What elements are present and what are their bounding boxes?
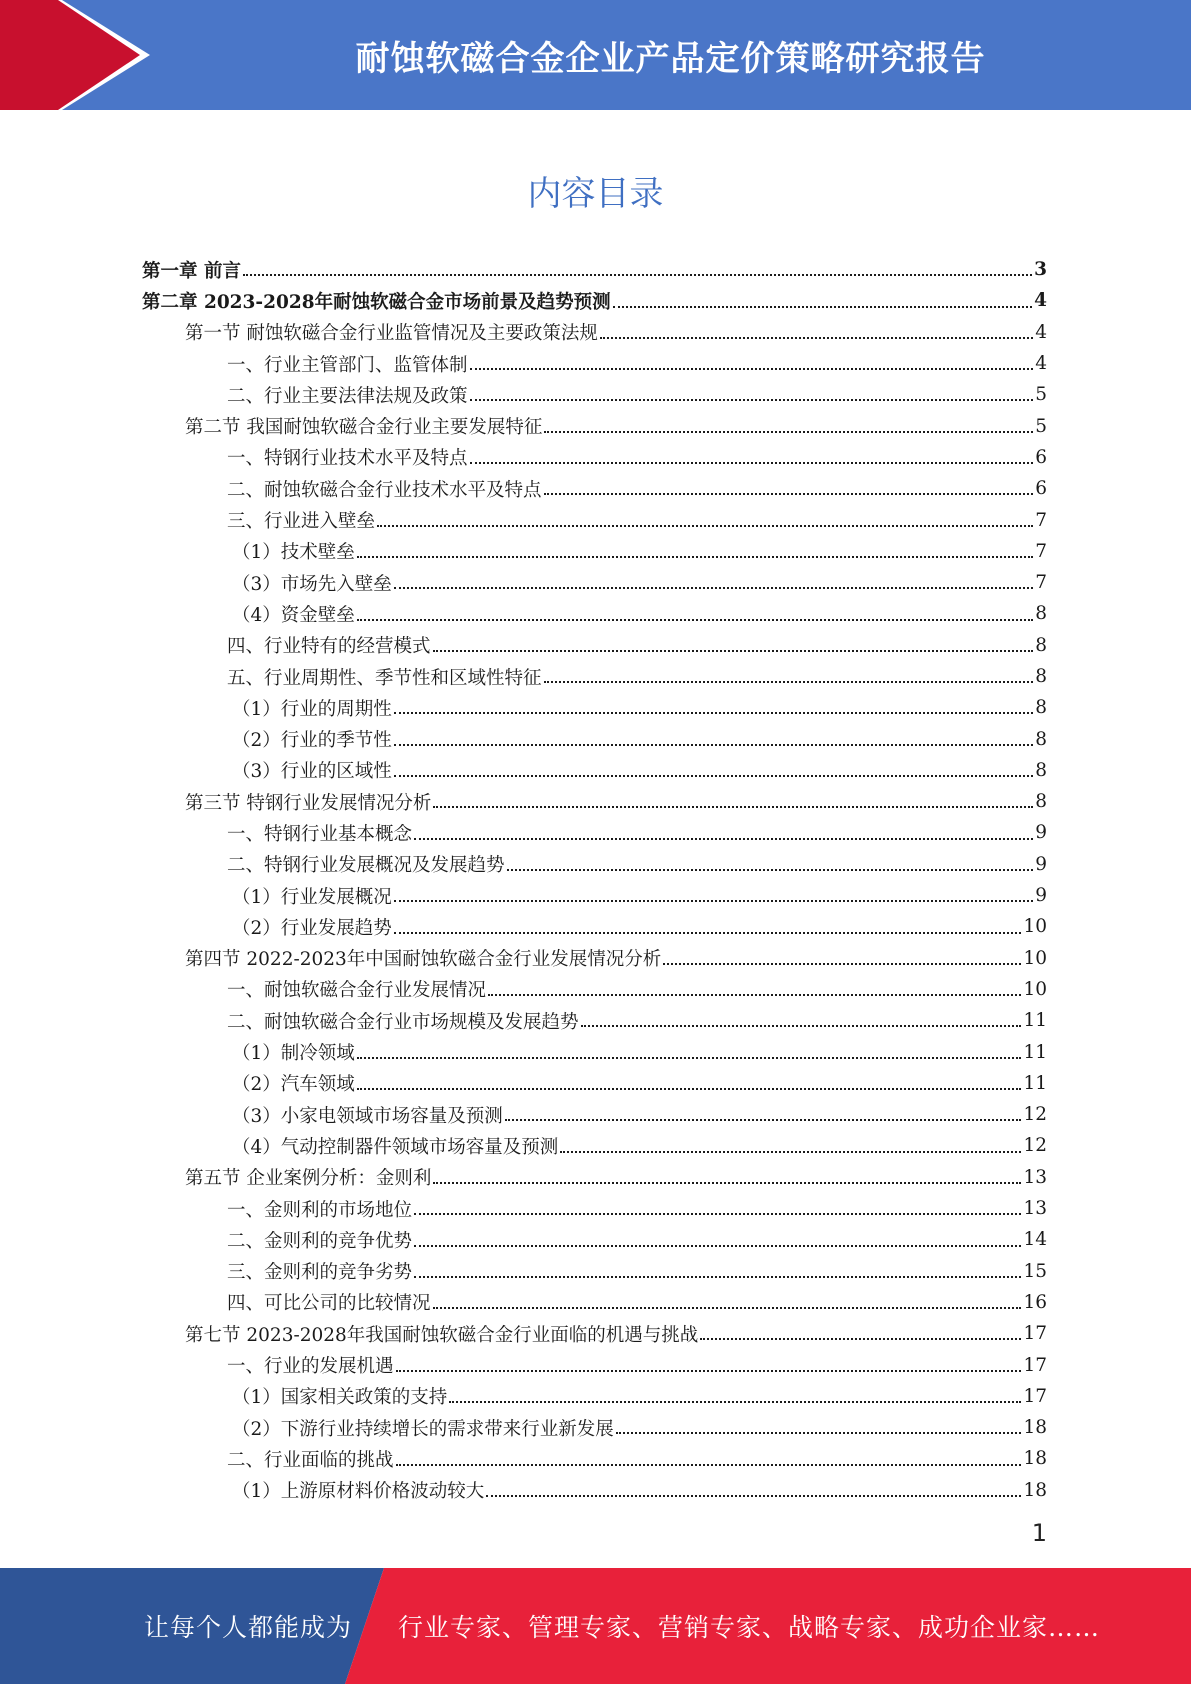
toc-entry-label: （2）下游行业持续增长的需求带来行业新发展 — [232, 1418, 614, 1440]
toc-entry-page: 5 — [1035, 384, 1047, 406]
toc-entry[interactable] — [142, 410, 1047, 441]
toc-entry-page: 9 — [1035, 885, 1047, 907]
toc-entry-label: 第二节 我国耐蚀软磁合金行业主要发展特征 — [185, 417, 543, 439]
toc-entry[interactable] — [142, 1193, 1047, 1224]
toc-entry-page: 3 — [1034, 259, 1047, 281]
toc-dot-leader — [470, 368, 1034, 370]
toc-entry[interactable] — [142, 473, 1047, 504]
toc-entry[interactable] — [142, 1130, 1047, 1161]
toc-entry[interactable] — [142, 379, 1047, 410]
toc-entry-page: 8 — [1035, 791, 1047, 813]
toc-entry[interactable] — [142, 849, 1047, 880]
toc-entry-page: 16 — [1023, 1291, 1047, 1313]
toc-dot-leader — [616, 1432, 1022, 1434]
toc-entry-page: 9 — [1035, 822, 1047, 844]
toc-entry-page: 6 — [1035, 446, 1047, 468]
toc-dot-leader — [243, 274, 1032, 276]
toc-entry[interactable] — [142, 1224, 1047, 1255]
toc-entry-page: 8 — [1035, 666, 1047, 687]
toc-entry[interactable] — [142, 348, 1047, 379]
toc-entry[interactable] — [142, 1381, 1047, 1412]
toc-entry-page: 10 — [1023, 916, 1047, 938]
toc-entry[interactable] — [142, 442, 1047, 473]
toc-entry[interactable] — [142, 974, 1047, 1005]
toc-dot-leader — [600, 337, 1033, 339]
toc-dot-leader — [505, 1119, 1022, 1121]
toc-entry-page: 13 — [1023, 1198, 1047, 1220]
toc-entry-label: （3）小家电领域市场容量及预测 — [232, 1105, 503, 1127]
toc-dot-leader — [581, 1025, 1022, 1027]
toc-entry-label: （2）行业发展趋势 — [232, 917, 392, 939]
toc-entry-page: 8 — [1035, 728, 1047, 750]
toc-entry[interactable] — [142, 504, 1047, 535]
toc-dot-leader — [394, 775, 1033, 777]
toc-entry-page: 11 — [1023, 1072, 1047, 1094]
toc-entry-page: 7 — [1035, 572, 1047, 594]
toc-entry-page: 7 — [1035, 540, 1047, 562]
toc-entry[interactable] — [142, 1443, 1047, 1474]
toc-entry-label: （1）上游原材料价格波动较大 — [232, 1481, 485, 1503]
toc-dot-leader — [507, 869, 1034, 871]
toc-dot-leader — [394, 900, 1033, 902]
footer-slogan-right: 行业专家、管理专家、营销专家、战略专家、成功企业家…… — [398, 1613, 1101, 1642]
toc-entry-label: （1）行业的周期性 — [232, 698, 392, 720]
toc-entry-page: 8 — [1035, 603, 1047, 625]
toc-heading: 内容目录 — [527, 174, 664, 214]
toc-entry-label: （1）行业发展概况 — [232, 886, 392, 908]
toc-entry-page: 4 — [1035, 353, 1047, 375]
toc-entry[interactable] — [142, 1005, 1047, 1036]
toc-dot-leader — [433, 1182, 1021, 1184]
toc-entry[interactable] — [142, 692, 1047, 723]
toc-entry-page: 18 — [1023, 1417, 1047, 1439]
toc-entry[interactable] — [142, 1099, 1047, 1130]
toc-entry-page: 15 — [1023, 1260, 1047, 1282]
toc-entry[interactable] — [142, 254, 1047, 285]
toc-entry-label: 二、行业主要法律法规及政策 — [227, 385, 468, 407]
toc-entry-label: （1）制冷领域 — [232, 1043, 355, 1065]
toc-entry-page: 18 — [1023, 1448, 1047, 1470]
toc-dot-leader — [544, 431, 1033, 433]
toc-dot-leader — [394, 744, 1033, 746]
toc-entry-page: 8 — [1035, 697, 1047, 719]
page-footer — [0, 1568, 1191, 1684]
toc-entry-label: 第一节 耐蚀软磁合金行业监管情况及主要政策法规 — [185, 323, 598, 345]
toc-entry-label: 三、金则利的竞争劣势 — [227, 1262, 413, 1284]
toc-dot-leader — [560, 1151, 1021, 1153]
toc-entry-label: 一、行业的发展机遇 — [227, 1356, 394, 1378]
toc-entry-page: 13 — [1023, 1166, 1047, 1188]
toc-entry-label: 一、特钢行业技术水平及特点 — [227, 448, 468, 470]
toc-entry-label: （3）市场先入壁垒 — [232, 573, 392, 595]
toc-entry-label: （3）行业的区域性 — [232, 761, 392, 783]
toc-entry[interactable] — [142, 1475, 1047, 1506]
page-number: 1 — [1031, 1519, 1047, 1547]
toc-dot-leader — [449, 1401, 1021, 1403]
toc-entry[interactable] — [142, 1036, 1047, 1067]
toc-entry-page: 17 — [1023, 1323, 1047, 1345]
toc-entry-page: 4 — [1034, 290, 1047, 312]
table-of-contents — [142, 254, 1047, 1506]
toc-dot-leader — [394, 587, 1033, 589]
toc-entry-page: 18 — [1023, 1479, 1047, 1501]
toc-entry-label: 第七节 2023-2028年我国耐蚀软磁合金行业面临的机遇与挑战 — [185, 1324, 699, 1346]
toc-dot-leader — [357, 1057, 1022, 1059]
toc-entry-label: 一、特钢行业基本概念 — [227, 823, 413, 845]
toc-entry[interactable] — [142, 1318, 1047, 1349]
toc-entry-label: 第四节 2022-2023年中国耐蚀软磁合金行业发展情况分析 — [185, 949, 662, 971]
toc-entry-label: 第二章 2023-2028年耐蚀软磁合金市场前景及趋势预测 — [142, 291, 611, 313]
toc-entry-label: （2）行业的季节性 — [232, 730, 392, 752]
toc-entry[interactable] — [142, 786, 1047, 817]
toc-entry[interactable] — [142, 630, 1047, 661]
toc-entry-page: 12 — [1023, 1135, 1047, 1157]
toc-entry[interactable] — [142, 536, 1047, 567]
toc-entry[interactable] — [142, 661, 1047, 692]
toc-entry-page: 6 — [1035, 478, 1047, 500]
toc-entry-label: 二、特钢行业发展概况及发展趋势 — [227, 855, 505, 877]
footer-slogan-left: 让每个人都能成为 — [144, 1613, 353, 1642]
toc-dot-leader — [470, 462, 1034, 464]
toc-entry-label: （2）汽车领域 — [232, 1074, 355, 1096]
toc-entry-label: 四、行业特有的经营模式 — [227, 636, 431, 658]
toc-dot-leader — [544, 681, 1034, 683]
toc-entry[interactable] — [142, 911, 1047, 942]
toc-entry-page: 11 — [1023, 1041, 1047, 1063]
toc-dot-leader — [396, 1370, 1022, 1372]
toc-entry-page: 8 — [1035, 759, 1047, 781]
toc-entry-label: 二、耐蚀软磁合金行业市场规模及发展趋势 — [227, 1011, 579, 1033]
toc-entry-label: 一、金则利的市场地位 — [227, 1199, 413, 1221]
toc-dot-leader — [470, 399, 1034, 401]
toc-dot-leader — [394, 932, 1022, 934]
toc-dot-leader — [414, 1276, 1021, 1278]
toc-dot-leader — [433, 650, 1034, 652]
toc-dot-leader — [414, 838, 1033, 840]
toc-entry[interactable] — [142, 317, 1047, 348]
toc-entry-label: 二、行业面临的挑战 — [227, 1449, 394, 1471]
toc-entry-page: 5 — [1035, 415, 1047, 437]
toc-entry[interactable] — [142, 285, 1047, 316]
toc-entry-label: 一、行业主管部门、监管体制 — [227, 354, 468, 376]
toc-entry[interactable] — [142, 943, 1047, 974]
toc-entry[interactable] — [142, 817, 1047, 848]
toc-entry-label: （1）技术壁垒 — [232, 542, 355, 564]
toc-dot-leader — [394, 712, 1033, 714]
toc-entry-label: 五、行业周期性、季节性和区域性特征 — [227, 667, 542, 689]
toc-entry[interactable] — [142, 1162, 1047, 1193]
toc-dot-leader — [357, 556, 1033, 558]
toc-dot-leader — [414, 1245, 1021, 1247]
toc-entry-label: 二、耐蚀软磁合金行业技术水平及特点 — [227, 479, 542, 501]
toc-dot-leader — [357, 1088, 1022, 1090]
toc-entry-page: 8 — [1035, 634, 1047, 656]
toc-entry-label: （1）国家相关政策的支持 — [232, 1387, 448, 1409]
toc-entry-page: 4 — [1035, 321, 1047, 343]
toc-entry[interactable] — [142, 1412, 1047, 1443]
toc-entry-label: 二、金则利的竞争优势 — [227, 1230, 413, 1252]
toc-dot-leader — [396, 1464, 1022, 1466]
toc-dot-leader — [544, 493, 1034, 495]
toc-dot-leader — [613, 306, 1033, 308]
toc-entry-label: 一、耐蚀软磁合金行业发展情况 — [227, 980, 487, 1002]
toc-entry-page: 12 — [1023, 1104, 1047, 1126]
toc-entry-label: 第五节 企业案例分析：金则利 — [185, 1168, 432, 1190]
toc-entry[interactable] — [142, 567, 1047, 598]
toc-entry-page: 9 — [1035, 853, 1047, 875]
toc-entry[interactable] — [142, 723, 1047, 754]
toc-entry-page: 17 — [1023, 1354, 1047, 1376]
toc-dot-leader — [488, 994, 1021, 996]
toc-entry-page: 7 — [1035, 509, 1047, 531]
toc-entry-label: 第一章 前言 — [142, 260, 241, 282]
toc-entry[interactable] — [142, 1287, 1047, 1318]
toc-dot-leader — [433, 806, 1033, 808]
toc-entry[interactable] — [142, 1256, 1047, 1287]
toc-dot-leader — [663, 963, 1021, 965]
toc-entry-page: 14 — [1023, 1229, 1047, 1251]
toc-entry-page: 10 — [1023, 947, 1047, 969]
toc-entry[interactable] — [142, 755, 1047, 786]
toc-entry[interactable] — [142, 598, 1047, 629]
toc-dot-leader — [700, 1338, 1021, 1340]
toc-entry[interactable] — [142, 880, 1047, 911]
toc-dot-leader — [433, 1307, 1022, 1309]
toc-entry-page: 17 — [1023, 1385, 1047, 1407]
page-header — [0, 0, 1191, 110]
toc-entry[interactable] — [142, 1068, 1047, 1099]
toc-dot-leader — [414, 1213, 1021, 1215]
toc-entry-label: （4）资金壁垒 — [232, 604, 355, 626]
toc-dot-leader — [486, 1495, 1021, 1497]
toc-entry-page: 10 — [1023, 978, 1047, 1000]
toc-entry[interactable] — [142, 1349, 1047, 1380]
toc-entry-label: （4）气动控制器件领域市场容量及预测 — [232, 1136, 559, 1158]
toc-entry-page: 11 — [1023, 1010, 1047, 1032]
report-title: 耐蚀软磁合金企业产品定价策略研究报告 — [355, 38, 986, 79]
toc-dot-leader — [377, 525, 1033, 527]
toc-entry-label: 第三节 特钢行业发展情况分析 — [185, 792, 432, 814]
toc-entry-label: 三、行业进入壁垒 — [227, 511, 376, 533]
toc-entry-label: 四、可比公司的比较情况 — [227, 1293, 431, 1315]
toc-dot-leader — [357, 619, 1033, 621]
